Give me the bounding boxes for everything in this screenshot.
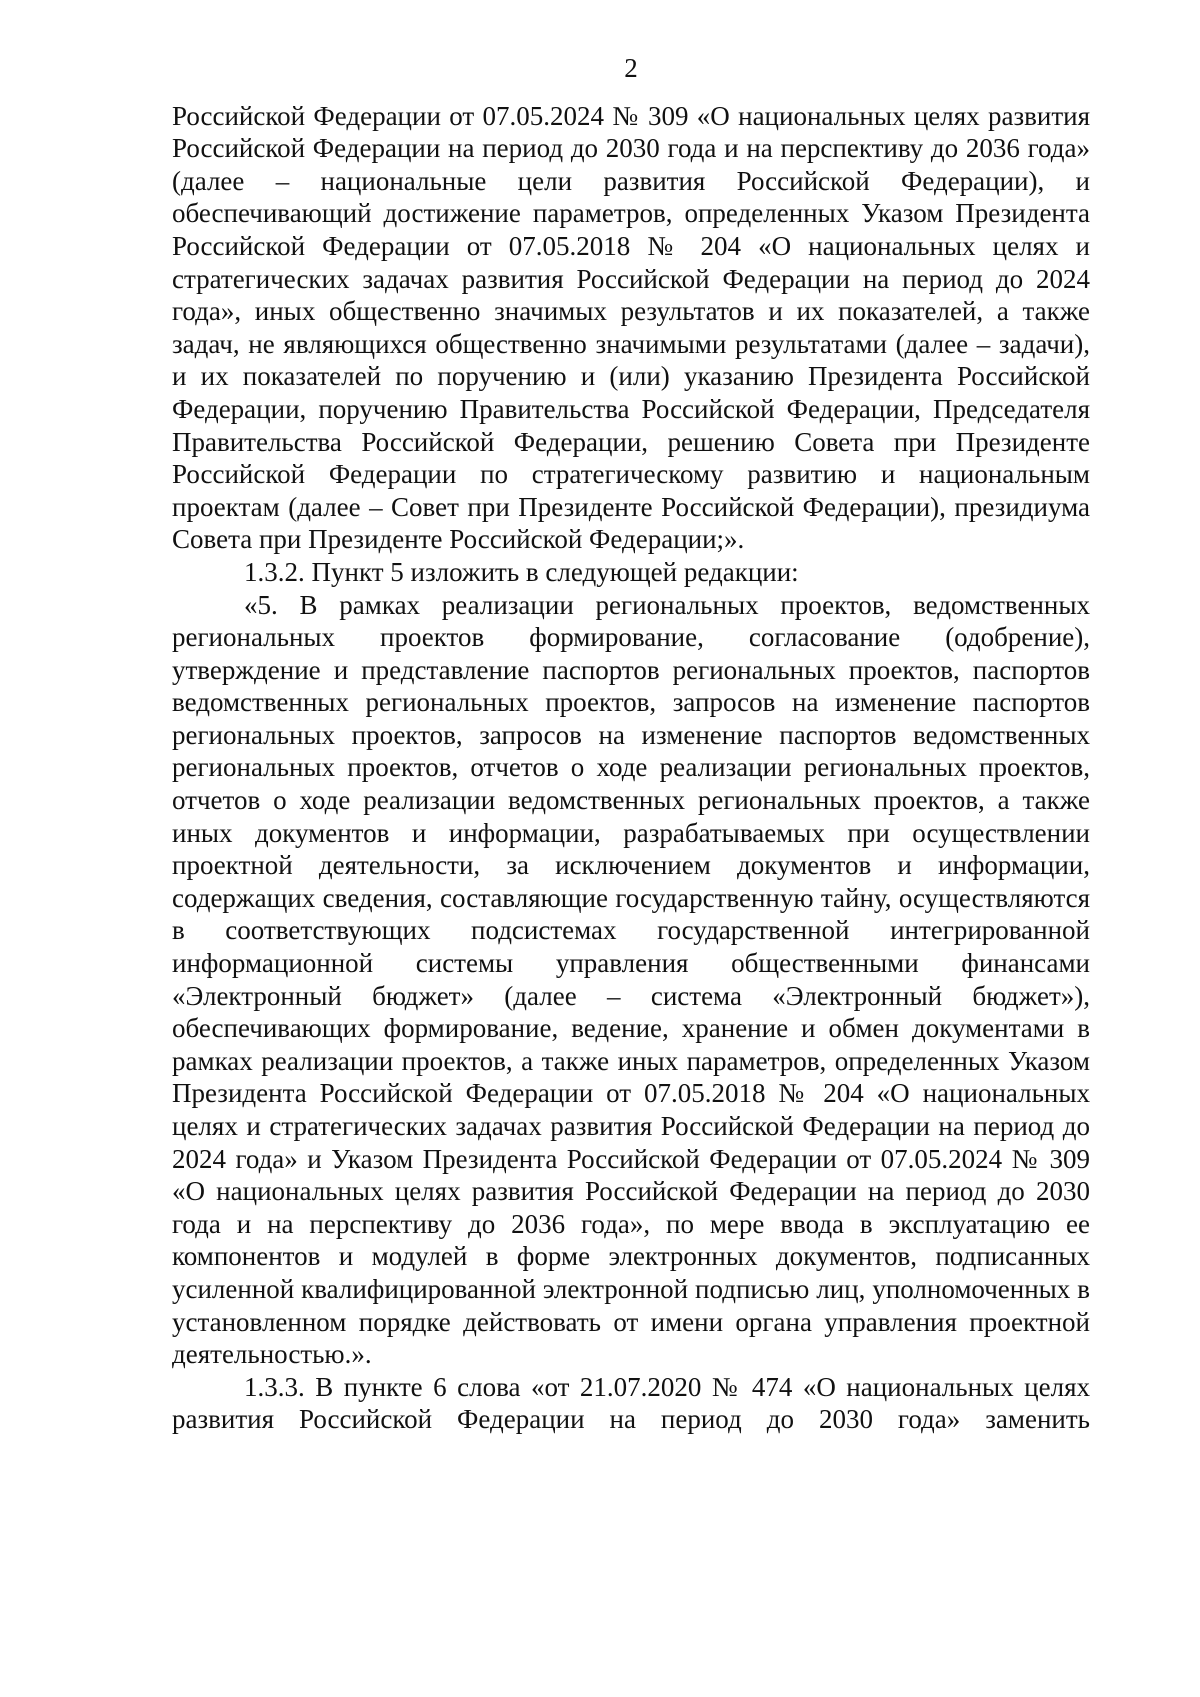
page-number: 2	[624, 53, 638, 83]
paragraph-continuation: Российской Федерации от 07.05.2024 № 309 «О национальных целях развития Российской Федерации на период до 2030 года и на перспективу до 2036 года» (далее – национальные цели развития Российской Федерации), и обеспечивающий достижение параметров, определенных Указом Президента Российской Федерации от 07.05.2018 № 204 «О национальных целях и стратегических задачах развития Российской Федерации на период до 2024 года», иных общественно значимых результатов и их показателей, а также задач, не являющихся общественно значимыми результатами (далее – задачи), и их показателей по поручению и (или) указанию Президента Российской Федерации, поручению Правительства Российской Федерации, Председателя Правительства Российской Федерации, решению Совета при Президенте Российской Федерации по стратегическому развитию и национальным проектам (далее – Совет при Президенте Российской Федерации), президиума Совета при Президенте Российской Федерации;».	[172, 100, 1090, 555]
paragraph-item-1-3-3: 1.3.3. В пункте 6 слова «от 21.07.2020 № 474 «О национальных целях развития Российской Федерации на период до 2030 года» заменить	[172, 1371, 1090, 1435]
paragraph-item-1-3-2: 1.3.2. Пункт 5 изложить в следующей редакции:	[244, 556, 799, 587]
document-page	[172, 52, 1090, 1436]
paragraph-point-5: «5. В рамках реализации региональных проектов, ведомственных региональных проектов формирование, согласование (одобрение), утверждение и представление паспортов региональных проектов, паспортов ведомственных региональных проектов, запросов на изменение паспортов региональных проектов, запросов на изменение паспортов ведомственных региональных проектов, отчетов о ходе реализации региональных проектов, отчетов о ходе реализации ведомственных региональных проектов, а также иных документов и информации, разрабатываемых при осуществлении проектной деятельности, за исключением документов и информации, содержащих сведения, составляющие государственную тайну, осуществляются в соответствующих подсистемах государственной интегрированной информационной системы управления общественными финансами «Электронный бюджет» (далее – система «Электронный бюджет»), обеспечивающих формирование, ведение, хранение и обмен документами в рамках реализации проектов, а также иных параметров, определенных Указом Президента Российской Федерации от 07.05.2018 № 204 «О национальных целях и стратегических задачах развития Российской Федерации на период до 2024 года» и Указом Президента Российской Федерации от 07.05.2024 № 309 «О национальных целях развития Российской Федерации на период до 2030 года и на перспективу до 2036 года», по мере ввода в эксплуатацию ее компонентов и модулей в форме электронных документов, подписанных усиленной квалифицированной электронной подписью лиц, уполномоченных в установленном порядке действовать от имени органа управления проектной деятельностью.».	[172, 589, 1090, 1370]
